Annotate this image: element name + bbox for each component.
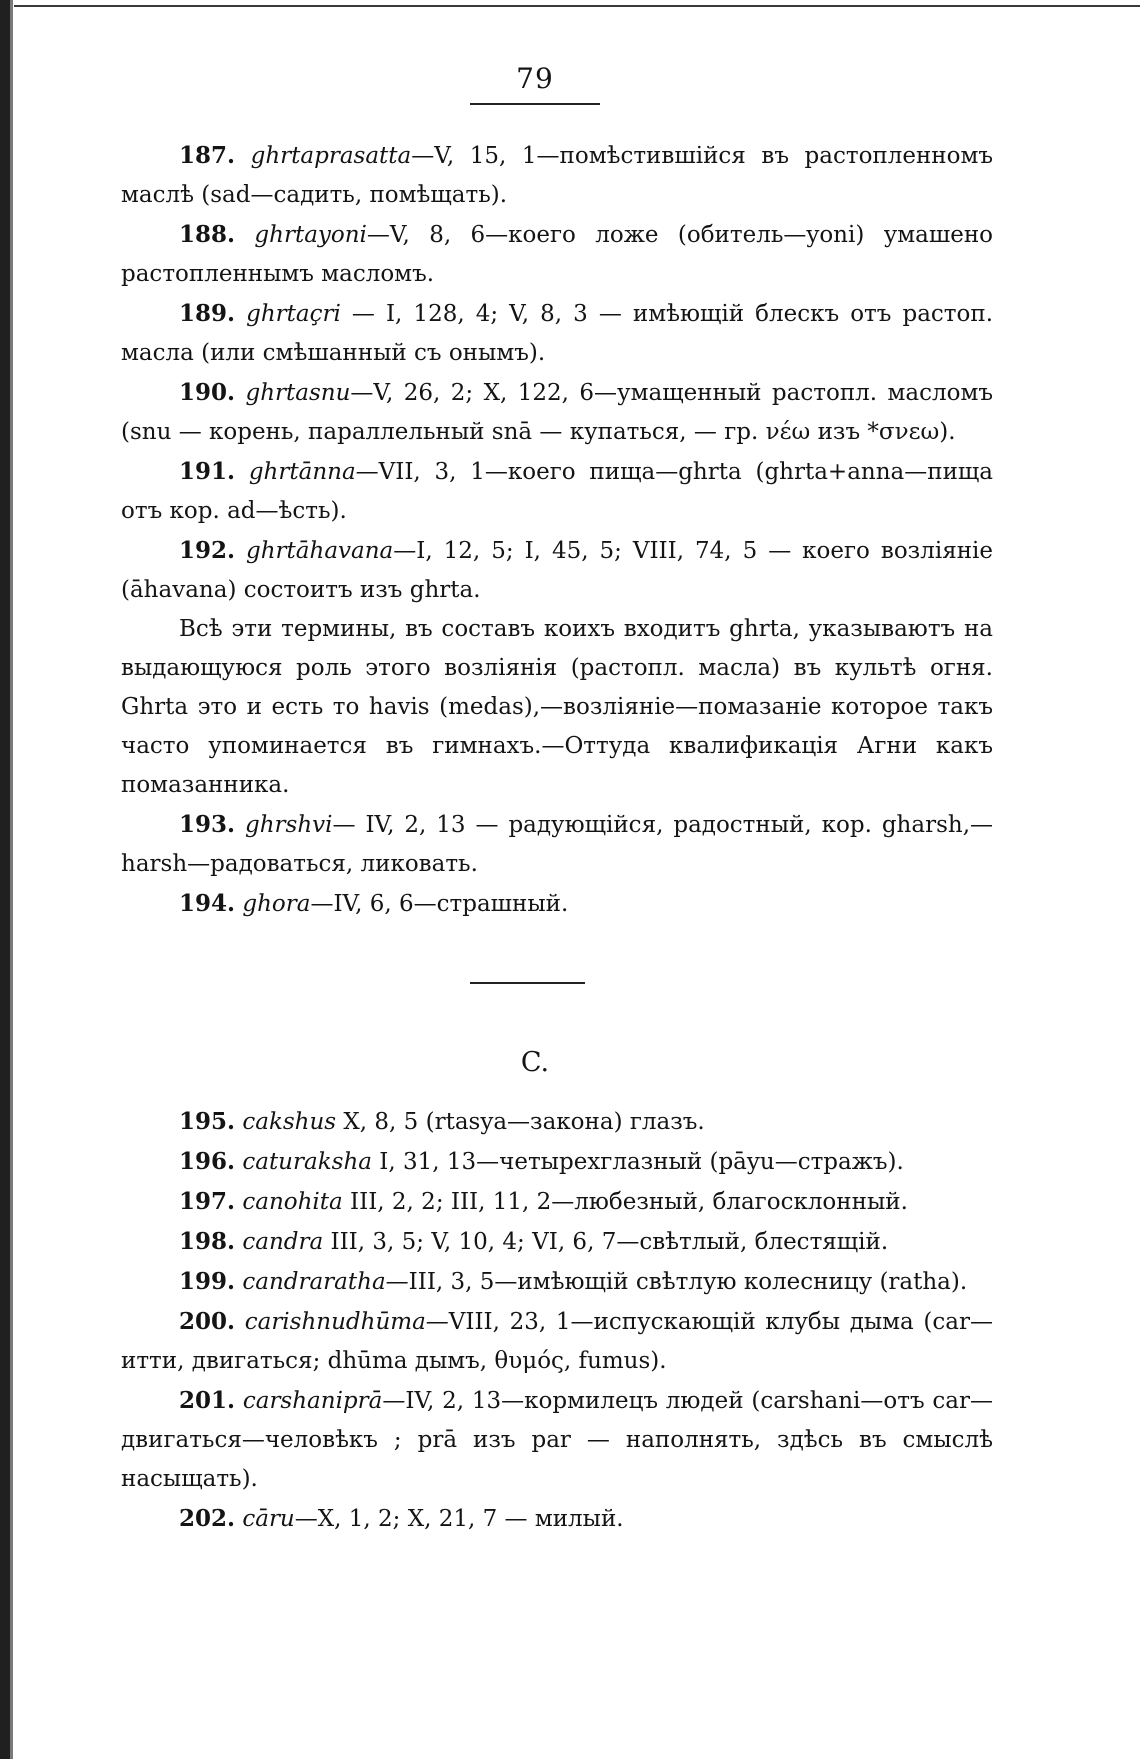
- entry-term: ghrtaprasatta: [250, 143, 412, 169]
- entry-text: —V, 8, 6—коего ложе (обитель—yoni) умашено растопленнымъ масломъ.: [121, 222, 994, 287]
- entries-block-gh: [121, 136, 993, 924]
- entry-196: [121, 1142, 993, 1182]
- entry-term: carshaniprā: [242, 1388, 383, 1414]
- entry-number: 189.: [179, 300, 236, 327]
- entry-195: [121, 1102, 993, 1142]
- entry-number: 194.: [179, 890, 236, 917]
- entry-number: 201.: [179, 1387, 236, 1414]
- entry-number: 197.: [179, 1188, 236, 1215]
- entry-term: cakshus: [242, 1109, 337, 1135]
- entry-term: ghrtaçri: [246, 301, 341, 327]
- entry-197: [121, 1182, 993, 1222]
- entry-text: —IV, 2, 13—кормилецъ людей (carshani—отъ car—двигаться—человѣкъ ; prā изъ par — наполнять, здѣсь въ смыслѣ насыщать).: [121, 1388, 994, 1492]
- entry-number: 188.: [179, 221, 236, 248]
- entry-text: III, 2, 2; III, 11, 2—любезный, благосклонный.: [342, 1189, 908, 1215]
- entry-number: 190.: [179, 379, 236, 406]
- section-heading-c: C.: [520, 1047, 550, 1078]
- entry-text: —I, 12, 5; I, 45, 5; VIII, 74, 5 — коего возліяніе (āhavana) состоитъ изъ ghrta.: [121, 538, 993, 603]
- entry-term: ghrshvi: [245, 812, 333, 838]
- entry-term: ghrtasnu: [245, 380, 351, 406]
- entry-number: 200.: [179, 1308, 236, 1335]
- entry-191: [121, 452, 993, 531]
- entry-number: 196.: [179, 1148, 236, 1175]
- entry-number: 191.: [179, 458, 236, 485]
- entry-187: [121, 136, 993, 215]
- entry-200: [121, 1302, 993, 1381]
- entry-term: carishnudhūma: [244, 1309, 426, 1335]
- section-divider: [470, 982, 585, 984]
- entry-text: —VIII, 23, 1—испускающій клубы дыма (car—итти, двигаться; dhūma дымъ, θυμός, fumus).: [121, 1309, 993, 1374]
- commentary-paragraph: [121, 610, 993, 805]
- entry-201: [121, 1381, 993, 1499]
- entry-text: —VII, 3, 1—коего пища—ghrta (ghrta+anna—пища отъ кор. ad—ѣсть).: [121, 459, 994, 524]
- entry-190: [121, 373, 993, 452]
- entry-text: I, 31, 13—четырехглазный (pāyu—стражъ).: [371, 1149, 904, 1175]
- entry-term: ghrtayoni: [254, 222, 367, 248]
- entry-text: —V, 26, 2; X, 122, 6—умащенный растопл. масломъ (snu — корень, параллельный snā — купаться, — гр. νέω изъ *σνεω).: [121, 380, 993, 445]
- entry-number: 187.: [179, 142, 236, 169]
- entry-188: [121, 215, 993, 294]
- entry-term: ghora: [242, 891, 311, 917]
- entry-text: — IV, 2, 13 — радующійся, радостный, кор. gharsh,—harsh—радоваться, ликовать.: [121, 812, 994, 877]
- entry-number: 195.: [179, 1108, 236, 1135]
- entry-198: [121, 1222, 993, 1262]
- entry-199: [121, 1262, 993, 1302]
- entry-term: candraratha: [242, 1269, 386, 1295]
- entry-term: caturaksha: [242, 1149, 372, 1175]
- entry-number: 193.: [179, 811, 236, 838]
- entry-text: III, 3, 5; V, 10, 4; VI, 6, 7—свѣтлый, блестящій.: [323, 1229, 889, 1255]
- entry-term: candra: [242, 1229, 324, 1255]
- entry-term: ghrtānna: [248, 459, 356, 485]
- entry-number: 202.: [179, 1505, 236, 1532]
- page-number: 79: [516, 62, 554, 95]
- entry-term: canohita: [242, 1189, 343, 1215]
- entry-194: [121, 884, 993, 924]
- book-spine-shadow: [10, 0, 13, 1759]
- entry-term: ghrtāhavana: [246, 538, 394, 564]
- entry-text: —X, 1, 2; X, 21, 7 — милый.: [294, 1506, 624, 1532]
- entry-text: X, 8, 5 (rtasya—закона) глазъ.: [336, 1109, 705, 1135]
- entry-202: [121, 1499, 993, 1539]
- entry-text: —V, 15, 1—помѣстившійся въ растопленномъ маслѣ (sad—садить, помѣщать).: [121, 143, 993, 208]
- commentary-text: Всѣ эти термины, въ составъ коихъ входитъ ghrta, указываютъ на выдающуюся роль этого возліянія (растопл. масла) въ культѣ огня. Ghrta это и есть то havis (medas),—возліяніе—помазаніе которое такъ часто упоминается въ гимнахъ.—Оттуда квалификація Агни какъ помазанника.: [121, 616, 993, 798]
- entry-text: — I, 128, 4; V, 8, 3 — имѣющій блескъ отъ растоп. масла (или смѣшанный съ онымъ).: [121, 301, 994, 366]
- entry-number: 199.: [179, 1268, 236, 1295]
- entry-text: —III, 3, 5—имѣющій свѣтлую колесницу (ratha).: [385, 1269, 968, 1295]
- entry-193: [121, 805, 993, 884]
- entry-number: 198.: [179, 1228, 236, 1255]
- entry-number: 192.: [179, 537, 236, 564]
- entry-192: [121, 531, 993, 610]
- entry-189: [121, 294, 993, 373]
- book-spine-edge: [0, 0, 10, 1759]
- entries-block-c: [121, 1102, 993, 1539]
- page-number-underline: [470, 103, 600, 105]
- page-top-edge: [14, 5, 1140, 7]
- entry-term: cāru: [242, 1506, 295, 1532]
- entry-text: —IV, 6, 6—страшный.: [310, 891, 569, 917]
